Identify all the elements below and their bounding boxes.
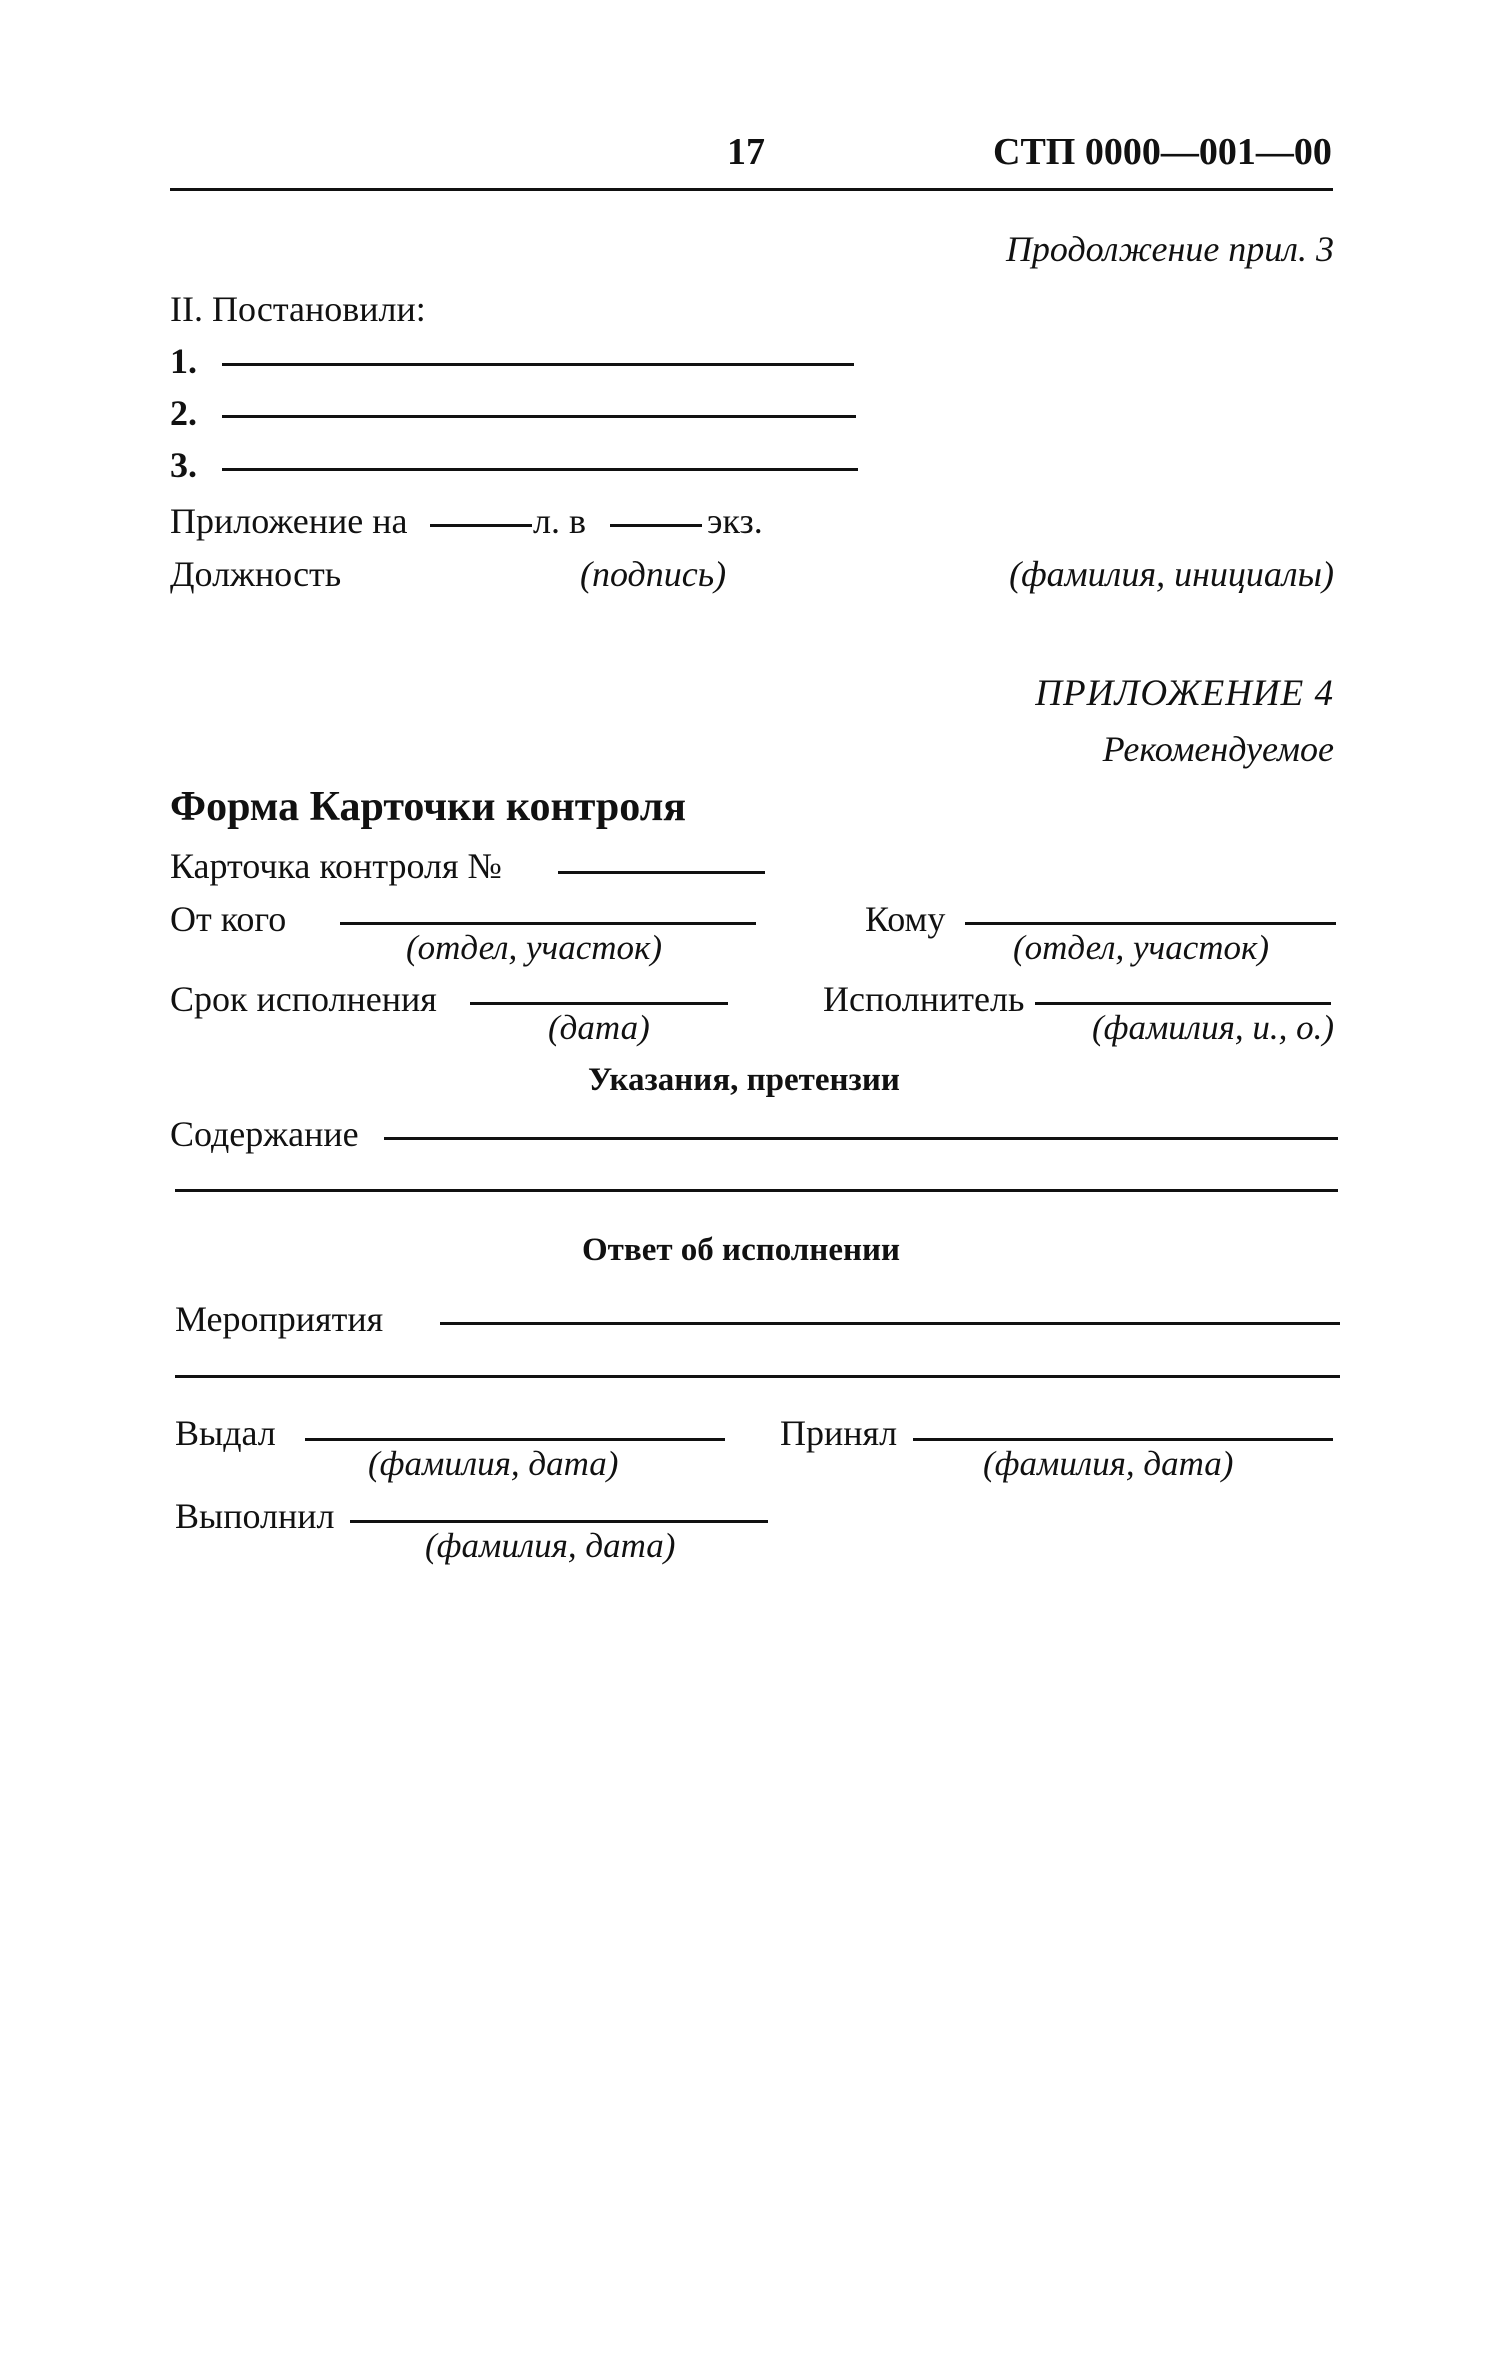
- form-title: Форма Карточки контроля: [170, 784, 686, 830]
- deadline-label: Срок исполнения: [170, 979, 437, 1019]
- from-line[interactable]: [340, 922, 756, 925]
- to-caption: (отдел, участок): [1013, 928, 1270, 967]
- appendix-status: Рекомендуемое: [1102, 729, 1334, 769]
- accepted-caption: (фамилия, дата): [983, 1444, 1234, 1483]
- to-label: Кому: [865, 899, 946, 939]
- page-number: 17: [727, 131, 765, 173]
- performed-caption: (фамилия, дата): [425, 1526, 676, 1565]
- content-label: Содержание: [170, 1114, 359, 1154]
- executor-line[interactable]: [1035, 1002, 1331, 1005]
- section-title: II. Постановили:: [170, 289, 426, 329]
- continuation-note: Продолжение прил. 3: [1005, 229, 1334, 269]
- item-line-2[interactable]: [222, 415, 856, 418]
- executor-label: Исполнитель: [823, 979, 1025, 1019]
- attachment-suffix: экз.: [707, 501, 763, 541]
- appendix-title: ПРИЛОЖЕНИЕ 4: [1035, 673, 1334, 714]
- from-label: От кого: [170, 899, 287, 939]
- card-number-label: Карточка контроля №: [170, 846, 502, 886]
- item-line-1[interactable]: [222, 363, 854, 366]
- issued-label: Выдал: [175, 1413, 276, 1453]
- performed-line[interactable]: [350, 1520, 768, 1523]
- to-line[interactable]: [965, 922, 1336, 925]
- content-line-2[interactable]: [175, 1189, 1338, 1192]
- attachment-sheets-line[interactable]: [430, 524, 532, 527]
- item-number-1: 1.: [170, 341, 197, 381]
- measures-line-2[interactable]: [175, 1375, 1340, 1378]
- measures-label: Мероприятия: [175, 1299, 384, 1339]
- instructions-heading: Указания, претензии: [588, 1062, 900, 1098]
- document-code: СТП 0000—001—00: [993, 131, 1332, 173]
- deadline-line[interactable]: [470, 1002, 728, 1005]
- position-label: Должность: [170, 554, 342, 594]
- performed-label: Выполнил: [175, 1496, 335, 1536]
- item-line-3[interactable]: [222, 468, 858, 471]
- issued-caption: (фамилия, дата): [368, 1444, 619, 1483]
- item-number-3: 3.: [170, 445, 197, 485]
- item-number-2: 2.: [170, 393, 197, 433]
- deadline-caption: (дата): [548, 1008, 650, 1047]
- accepted-label: Принял: [780, 1413, 898, 1453]
- card-number-line[interactable]: [558, 871, 765, 874]
- header-rule: [170, 188, 1333, 191]
- from-caption: (отдел, участок): [406, 928, 663, 967]
- content-line-1[interactable]: [384, 1137, 1338, 1140]
- attachment-middle: л. в: [533, 501, 586, 541]
- executor-caption: (фамилия, и., о.): [1091, 1008, 1334, 1047]
- response-heading: Ответ об исполнении: [582, 1232, 901, 1268]
- issued-line[interactable]: [305, 1438, 725, 1441]
- attachment-prefix: Приложение на: [170, 501, 408, 541]
- attachment-copies-line[interactable]: [610, 524, 702, 527]
- accepted-line[interactable]: [913, 1438, 1333, 1441]
- name-initials-caption: (фамилия, инициалы): [1009, 554, 1334, 594]
- measures-line-1[interactable]: [440, 1322, 1340, 1325]
- signature-caption: (подпись): [580, 554, 727, 594]
